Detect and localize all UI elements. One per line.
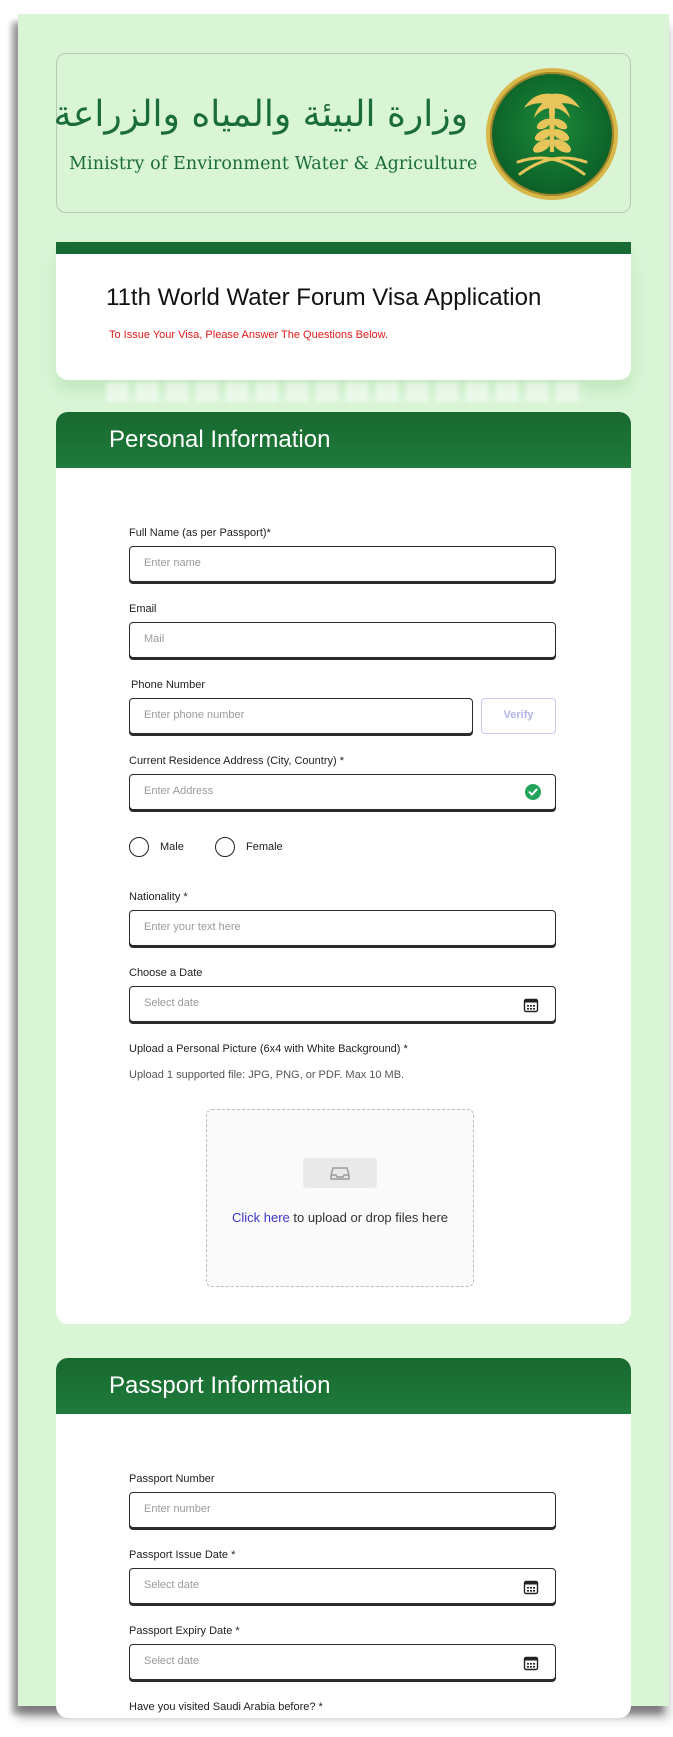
email-input[interactable]: [129, 622, 556, 658]
issue-date-placeholder: Select date: [144, 1579, 200, 1591]
gender-radio-female[interactable]: [215, 837, 235, 857]
decorative-reflection: [106, 382, 586, 402]
personal-section-title: Personal Information: [109, 426, 331, 453]
issue-date-input[interactable]: [129, 1568, 556, 1604]
email-placeholder: Mail: [144, 633, 165, 645]
ministry-arabic-title: وزارة البيئة والمياه والزراعة: [53, 94, 468, 135]
upload-click-link[interactable]: Click here: [231, 1210, 290, 1225]
nationality-label: Nationality *: [129, 891, 188, 903]
gender-radio-male[interactable]: [129, 837, 149, 857]
palm-swords-emblem-icon: [486, 68, 618, 200]
full-name-label: Full Name (as per Passport)*: [129, 527, 271, 539]
passport-number-input[interactable]: [129, 1492, 556, 1528]
full-name-placeholder: Enter name: [144, 557, 201, 569]
ministry-header: [53, 53, 631, 213]
passport-number-label: Passport Number: [129, 1473, 215, 1485]
file-dropzone[interactable]: [206, 1109, 474, 1287]
ministry-english-title: Ministry of Environment Water & Agriculture: [69, 154, 478, 174]
nationality-input[interactable]: [129, 910, 556, 946]
upload-help-text: Upload 1 supported file: JPG, PNG, or PDF. Max 10 MB.: [129, 1069, 405, 1081]
phone-input[interactable]: [129, 698, 473, 734]
phone-label: Phone Number: [131, 679, 205, 691]
issue-date-label: Passport Issue Date *: [129, 1549, 236, 1561]
phone-placeholder: Enter phone number: [144, 709, 245, 721]
calendar-icon[interactable]: [523, 1655, 539, 1671]
expiry-date-label: Passport Expiry Date *: [129, 1625, 240, 1637]
address-input[interactable]: [129, 774, 556, 810]
gender-female-label: Female: [246, 841, 283, 853]
form-title: 11th World Water Forum Visa Application: [106, 284, 542, 311]
gender-male-label: Male: [160, 841, 184, 853]
passport-information-section: [56, 1358, 631, 1718]
upload-label: Upload a Personal Picture (6x4 with White Background) *: [129, 1043, 408, 1055]
check-circle-icon: [525, 784, 541, 800]
visited-saudi-label: Have you visited Saudi Arabia before? *: [129, 1701, 323, 1713]
inbox-tray-icon: [303, 1158, 377, 1188]
passport-section-title: Passport Information: [109, 1372, 331, 1399]
email-label: Email: [129, 603, 157, 615]
form-page: [18, 14, 669, 1713]
date-label: Choose a Date: [129, 967, 203, 979]
address-label: Current Residence Address (City, Country) *: [129, 755, 344, 767]
verify-button[interactable]: Verify: [481, 698, 556, 734]
personal-information-section: [56, 412, 631, 1324]
date-input[interactable]: [129, 986, 556, 1022]
calendar-icon[interactable]: [523, 997, 539, 1013]
expiry-date-placeholder: Select date: [144, 1655, 200, 1667]
nationality-placeholder: Enter your text here: [144, 921, 241, 933]
calendar-icon[interactable]: [523, 1579, 539, 1595]
title-card-accent-bar: [56, 242, 631, 254]
passport-number-placeholder: Enter number: [144, 1503, 211, 1515]
expiry-date-input[interactable]: [129, 1644, 556, 1680]
address-placeholder: Enter Address: [144, 785, 214, 797]
dropzone-text: [207, 1210, 473, 1225]
dropzone-rest-text: to upload or drop files here: [289, 1210, 449, 1225]
form-subtitle: To Issue Your Visa, Please Answer The Questions Below.: [109, 329, 389, 341]
date-placeholder: Select date: [144, 997, 200, 1009]
form-title-card: [56, 242, 631, 380]
full-name-input[interactable]: [129, 546, 556, 582]
